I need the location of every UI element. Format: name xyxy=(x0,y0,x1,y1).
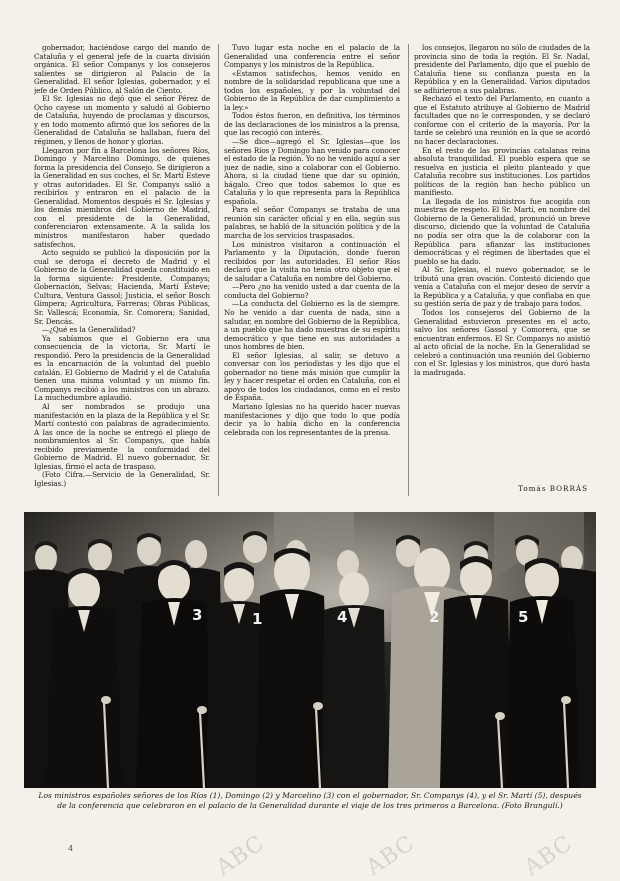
article-paragraph: gobernador, haciéndose cargo del mando de Cataluña y el general jefe de la cuarta división orgánica. El señor Companys y los consejeros salientes se dirigieron al Palacio de la Generalidad. El señor Iglesias, gobernador, y el jefe de Orden Público, al Salón de Ciento. xyxy=(34,44,210,95)
article-paragraph: Los ministros visitaron a continuación el Parlamento y la Diputación, donde fueron recibidos por las autoridades. El señor Ríos declaró que la visita no tenía otro objeto que el de saludar a Cataluña en nombre del Gobierno. xyxy=(224,239,400,283)
article-paragraph: Todos los consejeros del Gobierno de la Generalidad estuvieron presentes en el acto, salvo los señores Gassol y Comorera, que se encuentran enfermos. El Sr. Companys no asistió al acto oficial de la noche. En la Generalidad se celebró a continuación una reunión del Gobierno con el Sr. Iglesias y los ministros, que duró hasta la madrugada. xyxy=(414,307,590,377)
abc-watermark: ABC xyxy=(520,830,578,881)
article-column-2 xyxy=(224,44,400,496)
page-folio: 4 xyxy=(68,844,74,853)
article-paragraph: —Pero ¿no ha venido usted a dar cuenta de la conducta del Gobierno? xyxy=(224,282,400,300)
article-paragraph: Rechazó el texto del Parlamento, en cuanto a que el Estatuto atribuye al Gobierno de Madrid facultades que no le corresponden, y se declaró conforme con el criterio de la mayoría. Por la tarde se celebró una reunión en la que se acordó no hacer declaraciones. xyxy=(414,94,590,147)
article-paragraph: Ya sabíamos que el Gobierno era una consecuencia de la victoria, Sr. Martí le respondió. Pero la presidencia de la Generalidad es la encarnación de la voluntad del pueblo catalán. El Gobierno de Madrid y el de Cataluña tienen una misma voluntad y un mismo fin. Companys recibió a los ministros con un abrazo. La muchedumbre aplaudió. xyxy=(34,333,210,403)
column-divider xyxy=(408,44,409,496)
abc-watermark: ABC xyxy=(362,830,420,881)
photo-caption: Los ministros españoles señores de los Ríos (1), Domingo (2) y Marcelino (3) con el gobernador, Sr. Companys (4), y el Sr. Martí (5), después de la conferencia que celebraron en el palacio de la Generalidad durante el viaje de los tres primeros a Barcelona. (Foto Brangulí.) xyxy=(38,791,582,810)
article-paragraph: El Sr. Iglesias no dejó que el señor Pérez de Ocho cayese un momento y saludó al Gobierno de Cataluña, huyendo de proclamas y discursos, y en todo momento afirmó que los señores de la Generalidad de Cataluña se hallaban, fuera del régimen, y llenos de honor y glorias. xyxy=(34,94,210,147)
article-paragraph: Todos éstos fueron, en definitiva, los términos de las declaraciones de los ministros a la prensa, que las recogió con interés. xyxy=(224,111,400,138)
article-paragraph: Tuvo lugar esta noche en el palacio de la Generalidad una conferencia entre el señor Companys y los ministros de la República. xyxy=(224,44,400,70)
photo-label-2: 2 xyxy=(429,608,440,626)
article-paragraph: Al ser nombrados se produjo una manifestación en la plaza de la República y el Sr. Martí contestó con palabras de agradecimiento. A las once de la noche se entregó el pliego de nombramientos al Sr. Companys, que había recibido previamente la conformidad del Gobierno de Madrid. El nuevo gobernador, Sr. Iglesias, firmó el acta de traspaso. xyxy=(34,401,210,471)
article-paragraph: En el resto de las provincias catalanas reina absoluta tranquilidad. El pueblo espera que se resuelva en justicia el pleito planteado y que Cataluña recobre sus instituciones. Los partidos políticos de la región han hecho público un manifiesto. xyxy=(414,145,590,198)
abc-watermark: ABC xyxy=(212,830,270,881)
article-paragraph: La llegada de los ministros fue acogida con muestras de respeto. El Sr. Martí, en nombre del Gobierno de la Generalidad, pronunció un breve discurso, diciendo que la voluntad de Cataluña no podía ser otra que la de colaborar con la República para afianzar las instituciones democráticas y el régimen de libertades que el pueblo se ha dado. xyxy=(414,196,590,266)
article-column-1 xyxy=(34,44,210,496)
article-signature: Tomás BORRÁS xyxy=(518,484,588,493)
article-paragraph: los consejos, llegaron no sólo de ciudades de la provincia sino de toda la región. El Sr. Nadal, presidente del Parlamento, dijo que el pueblo de Cataluña tiene su confianza puesta en la República y en la Generalidad. Varios diputados se adhirieron a sus palabras. xyxy=(414,44,590,95)
article-paragraph: —¿Qué es la Generalidad? xyxy=(42,325,136,335)
column-divider xyxy=(218,44,219,496)
photo-label-5: 5 xyxy=(518,608,529,626)
photo-label-1: 1 xyxy=(252,610,263,628)
article-paragraph: Al Sr. Iglesias, el nuevo gobernador, se le tributó una gran ovación. Contestó diciendo que venía a Cataluña con el mejor deseo de servir a la República y a Cataluña, y que confiaba en que su gestión sería de paz y de trabajo para todos. xyxy=(414,265,590,309)
article-paragraph: (Foto Cifra.—Servicio de la Generalidad, Sr. Iglesias.) xyxy=(34,470,210,488)
article-paragraph: —La conducta del Gobierno es la de siempre. No he venido a dar cuenta de nada, sino a saludar, en nombre del Gobierno de la República, a un pueblo que ha dado muestras de su espíritu democrático y que tiene en sus autoridades a unos hombres de bien. xyxy=(224,299,400,352)
article-paragraph: El señor Iglesias, al salir, se detuvo a conversar con los periodistas y les dijo que el gobernador no tiene más misión que cumplir la ley y hacer respetar el orden en Cataluña, con el apoyo de todos los ciudadanos, como en el resto de España. xyxy=(224,350,400,403)
article-paragraph: —Se dice—agregó el Sr. Iglesias—que los señores Ríos y Domingo han venido para conocer el estado de la región. Yo no he venido aquí a ser juez de nadie, sino a colaborar con el Gobierno. Ahora, si la ciudad tiene que dar su opinión, hágalo. Creo que todos sabemos lo que es Cataluña y lo que representa para la República española. xyxy=(224,137,400,206)
photo-label-4: 4 xyxy=(337,608,348,626)
article-paragraph: Para el señor Companys se trataba de una reunión sin carácter oficial y en ella, según sus palabras, se habló de la situación política y de la marcha de los servicios traspasados. xyxy=(224,205,400,241)
photo-label-3: 3 xyxy=(192,606,203,624)
article-paragraph: Acto seguido se publicó la disposición por la cual se deroga el decreto de Madrid y el Gobierno de la Generalidad queda constituido en la forma siguiente: Presidente, Companys; Gobernación, Selvas; Hacienda, Martí Esteve; Cultura, Ventura Gassol; Justicia, el señor Bosch Gimpera; Agricultura, Farreras; Obras Públicas, Sr. Vallescá; Economía, Sr. Comorera; Sanidad, Sr. Dencás. xyxy=(34,248,210,326)
article-paragraph: Mariano Iglesias no ha querido hacer nuevas manifestaciones y dijo que todo lo que podía decir ya lo había dicho en la conferencia celebrada con los representantes de la prensa. xyxy=(224,401,400,437)
article-body xyxy=(34,44,590,496)
article-column-3 xyxy=(414,44,590,496)
article-paragraph: «Estamos satisfechos, hemos venido en nombre de la solidaridad republicana que une a todos los españoles, y por la voluntad del Gobierno de la República de dar cumplimiento a la ley.» xyxy=(224,68,400,112)
news-photo xyxy=(24,512,596,788)
article-paragraph: Llegaron por fin a Barcelona los señores Ríos, Domingo y Marcelino Domingo, de quienes forma la presidencia del Consejo. Se dirigieron a la Generalidad en sus coches, el Sr. Martí Esteve y otras autoridades. El Sr. Companys salió a recibirlos y entraron en el palacio de la Generalidad. Momentos después el Sr. Iglesias y los demás miembros del Gobierno de Madrid, con el presidente de la Generalidad, conferenciaron extensamente. A la salida los ministros manifestaron haber quedado satisfechos. xyxy=(34,145,210,249)
